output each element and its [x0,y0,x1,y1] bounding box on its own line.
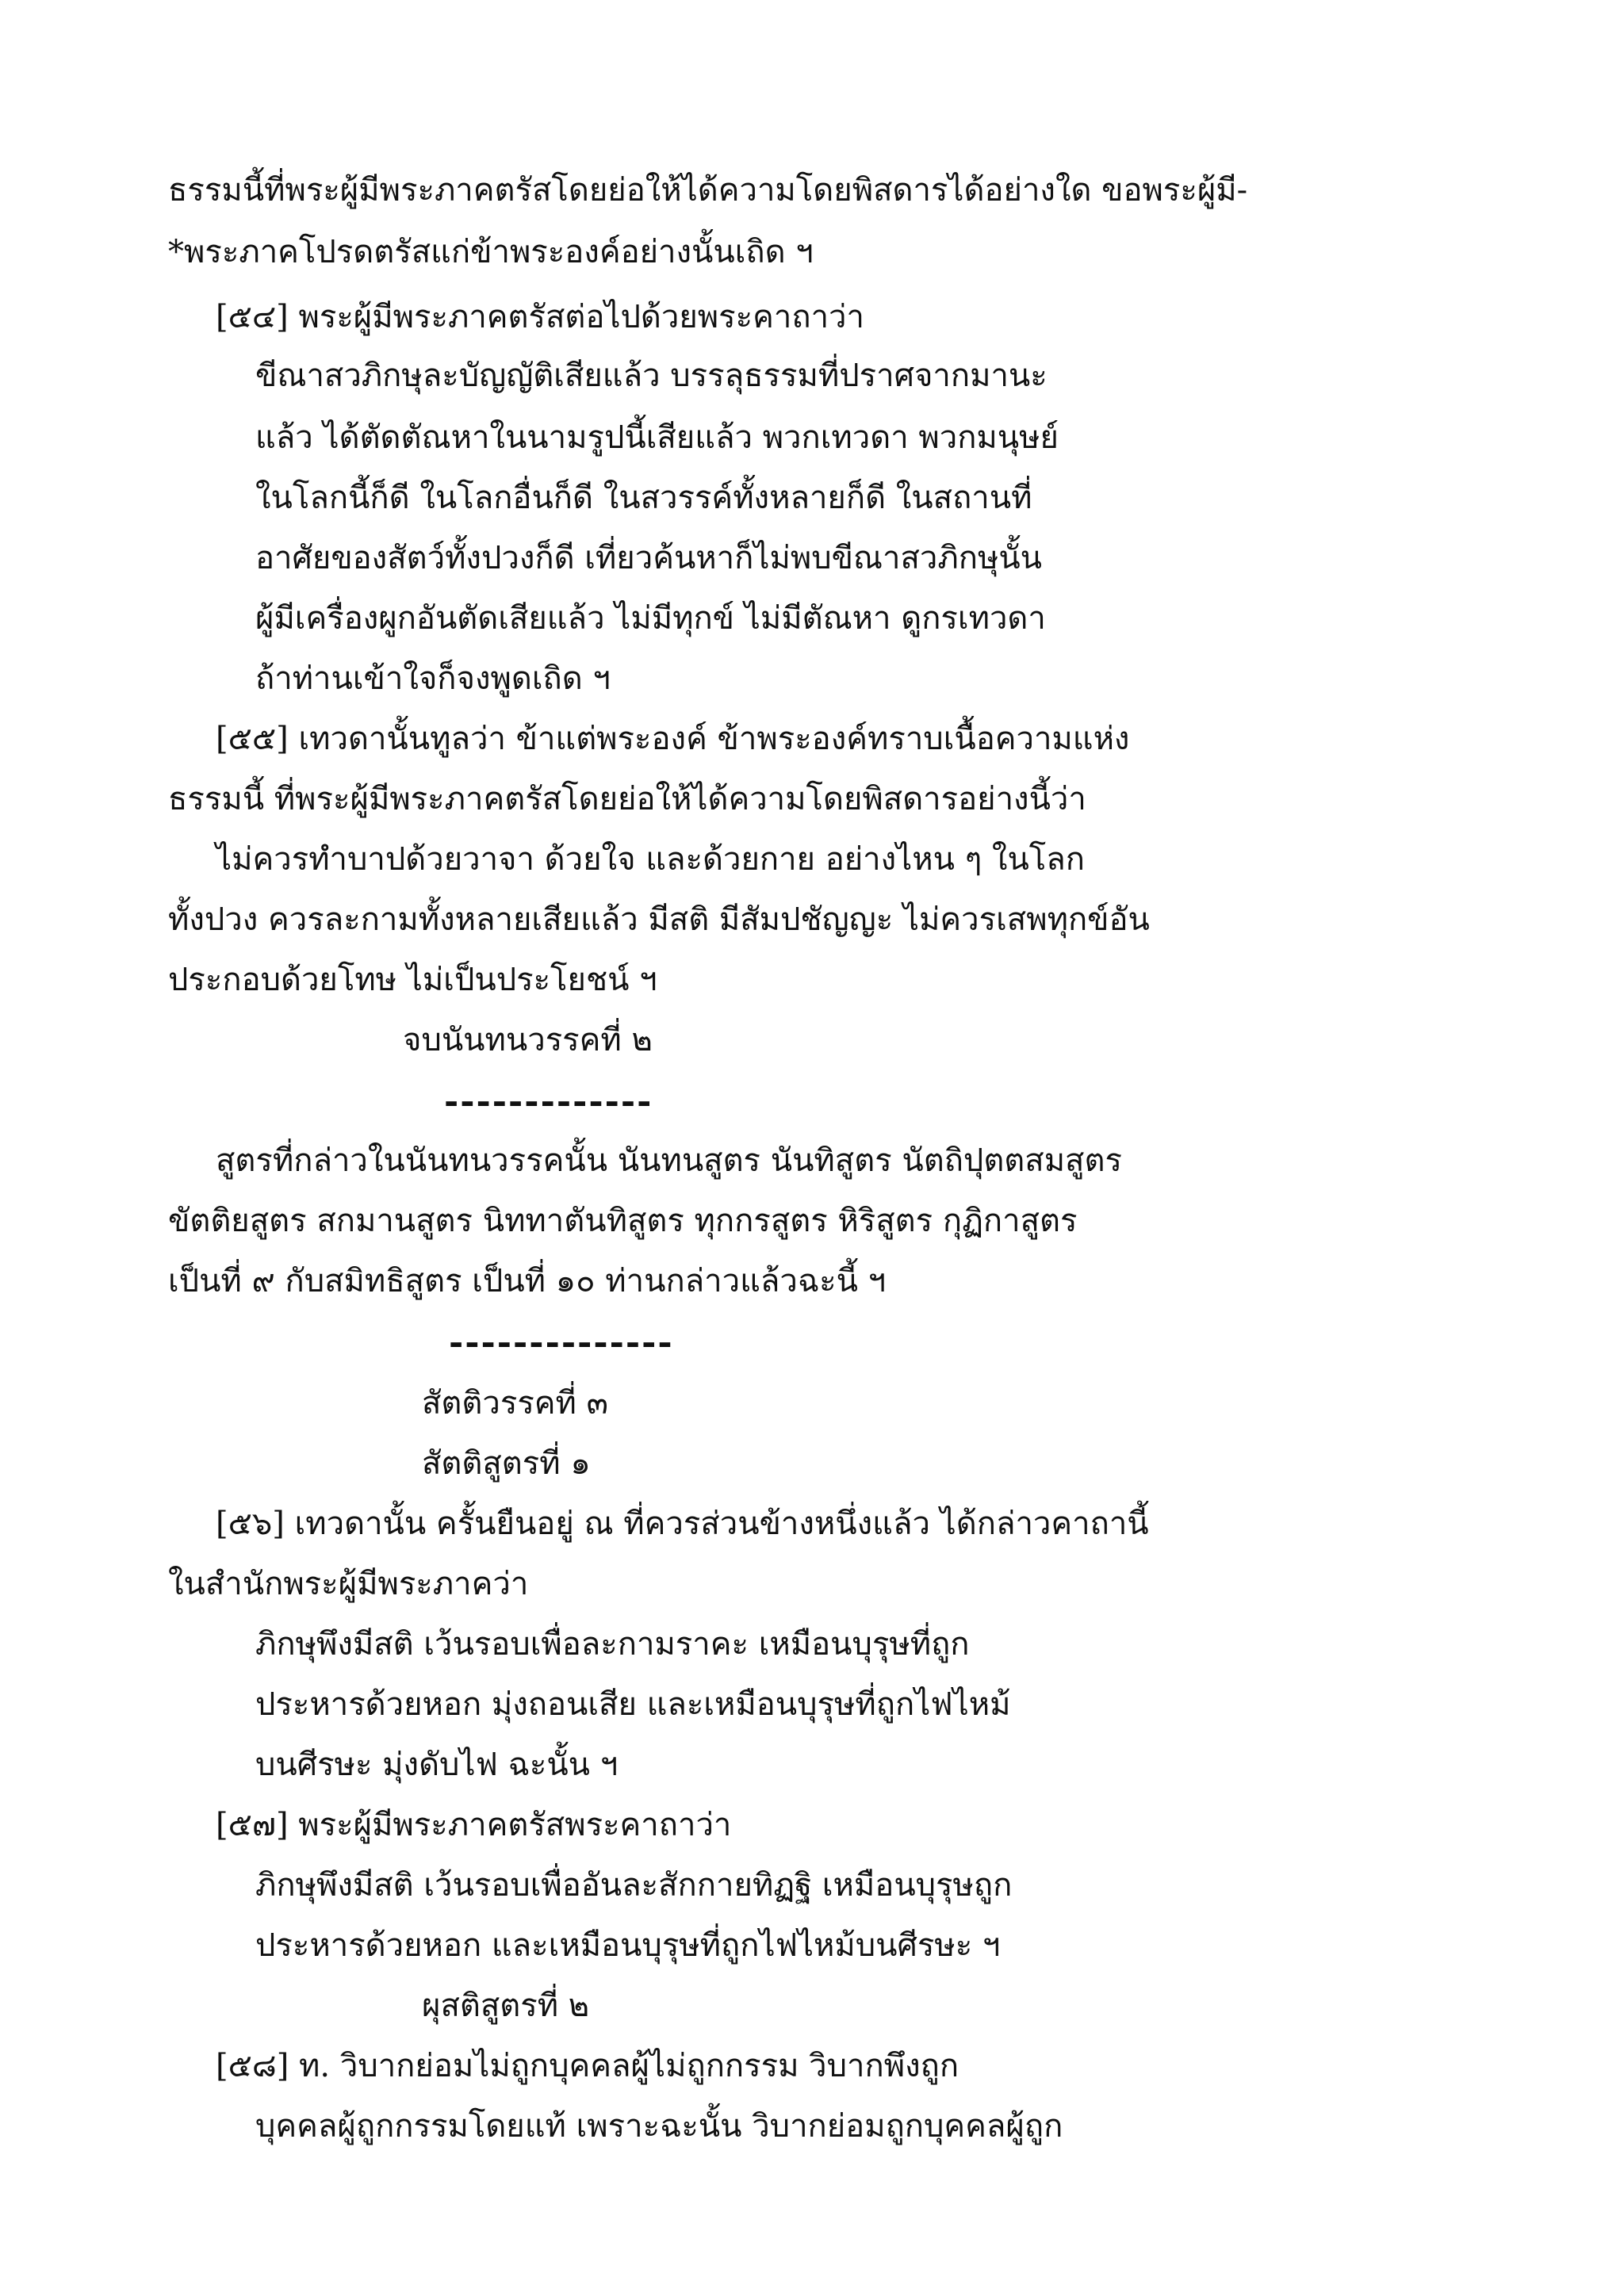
text-line: ขัตติยสูตร สกมานสูตร นิททาตันทิสูตร ทุกกรสูตร หิริสูตร กุฏิกาสูตร [168,1203,1078,1239]
verse-line: บนศีรษะ มุ่งดับไฟ ฉะนั้น ฯ [255,1747,619,1783]
verse-line: ถ้าท่านเข้าใจก็จงพูดเถิด ฯ [255,660,611,697]
sutta-title: สัตติสูตรที่ ๑ [422,1445,591,1482]
verse-line: ภิกษุพึงมีสติ เว้นรอบเพื่ออันละสักกายทิฏฐิ เหมือนบุรุษถูก [255,1867,1013,1904]
verse-line: แล้ว ได้ตัดตัณหาในนามรูปนี้เสียแล้ว พวกเทวดา พวกมนุษย์ [255,419,1059,456]
text-line: ประกอบด้วยโทษ ไม่เป็นประโยชน์ ฯ [168,962,657,998]
section-title: สัตติวรรคที่ ๓ [422,1385,608,1422]
verse-line: ในโลกนี้ก็ดี ในโลกอื่นก็ดี ในสวรรค์ทั้งหลายก็ดี ในสถานที่ [255,480,1032,516]
verse-line: บุคคลผู้ถูกกรรมโดยแท้ เพราะฉะนั้น วิบากย่อมถูกบุคคลผู้ถูก [255,2108,1063,2145]
paragraph-start: สูตรที่กล่าวในนันทนวรรคนั้น นันทนสูตร นันทิสูตร นัตถิปุตตสมสูตร [216,1142,1122,1179]
verse-heading: [๕๔] พระผู้มีพระภาคตรัสต่อไปด้วยพระคาถาว่า [216,299,864,335]
verse-line: อาศัยของสัตว์ทั้งปวงก็ดี เที่ยวค้นหาก็ไม่พบขีณาสวภิกษุนั้น [255,540,1043,576]
verse-heading: [๕๘] ท. วิบากย่อมไม่ถูกบุคคลผู้ไม่ถูกกรรม วิบากพึงถูก [216,2048,959,2084]
verse-line: ประหารด้วยหอก มุ่งถอนเสีย และเหมือนบุรุษที่ถูกไฟไหม้ [255,1686,1011,1723]
text-line: *พระภาคโปรดตรัสแก่ข้าพระองค์อย่างนั้นเถิด ฯ [168,234,814,270]
text-line: ในสำนักพระผู้มีพระภาคว่า [168,1566,529,1602]
paragraph-start: ไม่ควรทำบาปด้วยวาจา ด้วยใจ และด้วยกาย อย่างไหน ๆ ในโลก [216,841,1085,878]
separator-line: ------------- [444,1081,653,1122]
text-line: ทั้งปวง ควรละกามทั้งหลายเสียแล้ว มีสติ มีสัมปชัญญะ ไม่ควรเสพทุกข์อัน [168,901,1150,938]
paragraph-start: [๕๕] เทวดานั้นทูลว่า ข้าแต่พระองค์ ข้าพระองค์ทราบเนื้อความแห่ง [216,721,1130,757]
verse-line: ผู้มีเครื่องผูกอันตัดเสียแล้ว ไม่มีทุกข์ ไม่มีตัณหา ดูกรเทวดา [255,600,1046,637]
paragraph-start: [๕๖] เทวดานั้น ครั้นยืนอยู่ ณ ที่ควรส่วนข้างหนึ่งแล้ว ได้กล่าวคาถานี้ [216,1506,1149,1542]
chapter-end-title: จบนันทนวรรคที่ ๒ [403,1022,653,1058]
verse-line: ประหารด้วยหอก และเหมือนบุรุษที่ถูกไฟไหม้บนศีรษะ ฯ [255,1927,1001,1964]
text-line: เป็นที่ ๙ กับสมิทธิสูตร เป็นที่ ๑๐ ท่านกล่าวแล้วฉะนี้ ฯ [168,1263,887,1299]
sutta-title: ผุสติสูตรที่ ๒ [422,1988,590,2024]
verse-heading: [๕๗] พระผู้มีพระภาคตรัสพระคาถาว่า [216,1807,732,1843]
text-line: ธรรมนี้ ที่พระผู้มีพระภาคตรัสโดยย่อให้ได้ความโดยพิสดารอย่างนี้ว่า [168,781,1086,817]
verse-line: ภิกษุพึงมีสติ เว้นรอบเพื่อละกามราคะ เหมือนบุรุษที่ถูก [255,1626,970,1663]
separator-line: -------------- [449,1322,674,1363]
verse-line: ขีณาสวภิกษุละบัญญัติเสียแล้ว บรรลุธรรมที่ปราศจากมานะ [255,358,1048,394]
text-line: ธรรมนี้ที่พระผู้มีพระภาคตรัสโดยย่อให้ได้ความโดยพิสดารได้อย่างใด ขอพระผู้มี- [168,172,1248,209]
